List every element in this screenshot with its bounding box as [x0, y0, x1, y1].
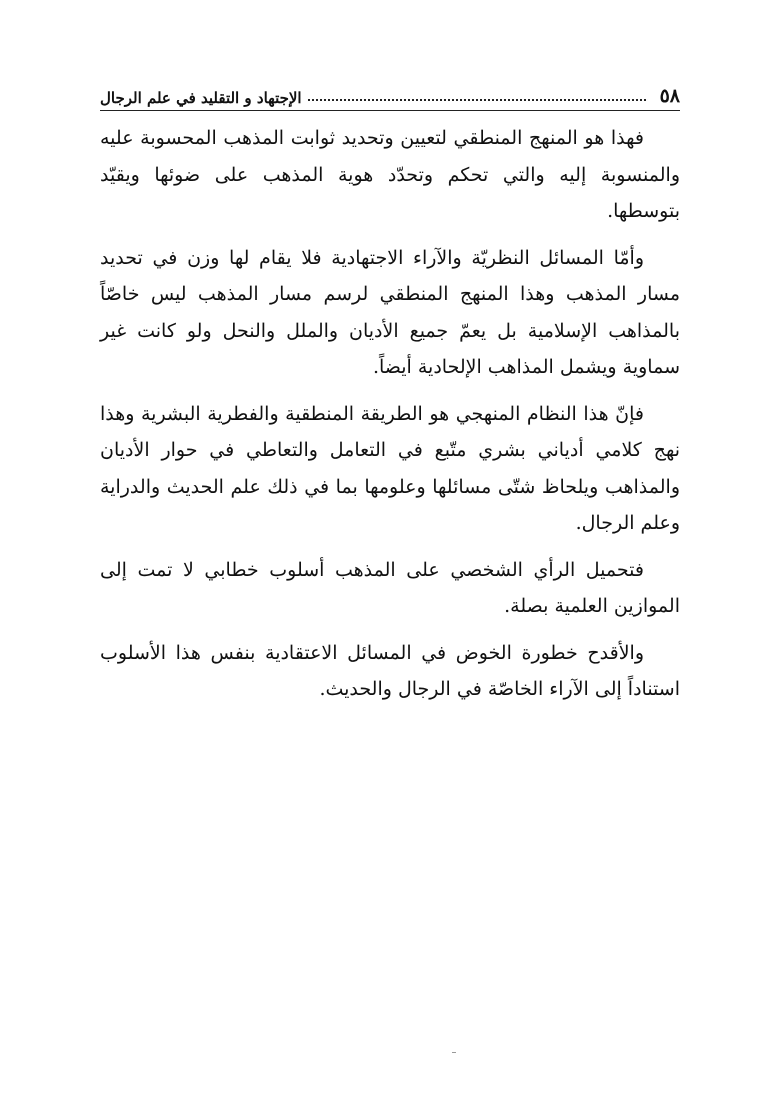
header-title: الإجتهاد و التقليد في علم الرجال: [100, 89, 302, 107]
paragraph: فإنّ هذا النظام المنهجي هو الطريقة المنطقية والفطرية البشرية وهذا نهج كلامي أدياني بشري متّبع في التعامل والتعاطي في حوار الأديان والمذاهب ويلحاظ شتّى مسائلها وعلومها بما في ذلك علم الحديث والدراية وعلم الرجال.: [100, 402, 680, 534]
paragraph: وأمّا المسائل النظريّة والآراء الاجتهادية فلا يقام لها وزن في تحديد مسار المذهب وهذا المنهج المنطقي لرسم مسار المذهب ليس خاصّاً بالمذاهب الإسلامية بل يعمّ جميع الأديان والملل والنحل ولو كانت غير سماوية ويشمل المذاهب الإلحادية أيضاً.: [100, 246, 680, 378]
scan-speck: [452, 1052, 456, 1053]
paragraph: فهذا هو المنهج المنطقي لتعيين وتحديد ثوابت المذهب المحسوبة عليه والمنسوبة إليه والتي تحكم وتحدّد هوية المذهب على ضوئها ويقيّد بتوسطها.: [100, 127, 680, 222]
paragraph: فتحميل الرأي الشخصي على المذهب أسلوب خطابي لا تمت إلى الموازين العلمية بصلة.: [100, 558, 680, 617]
header-dot-leader: [308, 99, 646, 101]
body-text: [100, 120, 680, 718]
running-header: [100, 78, 680, 106]
header-rule: [100, 110, 680, 111]
paragraph: والأقدح خطورة الخوض في المسائل الاعتقادية بنفس هذا الأسلوب استناداً إلى الآراء الخاصّة في الرجال والحديث.: [100, 641, 680, 700]
page-number: ٥٨: [659, 85, 680, 107]
